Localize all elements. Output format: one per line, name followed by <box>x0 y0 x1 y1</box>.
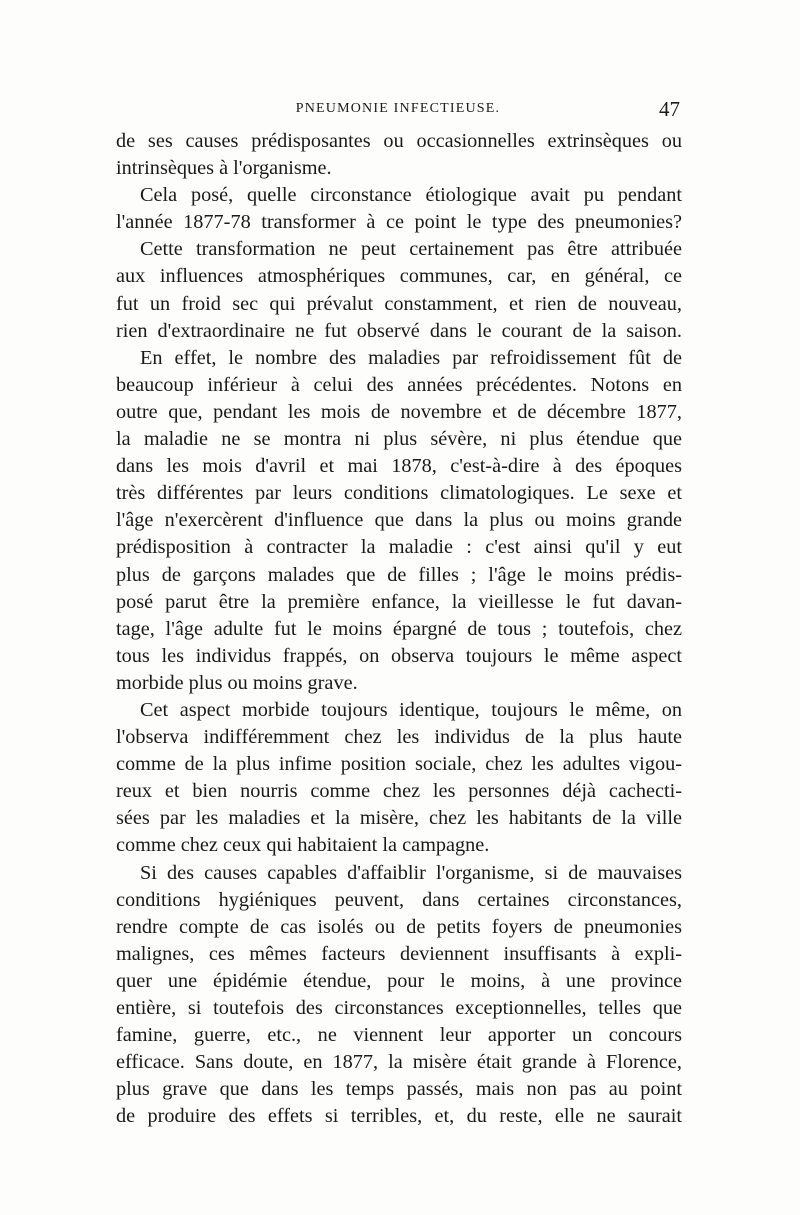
text-line: aux influences atmosphériques communes, car, en général, ce <box>116 265 682 288</box>
text-line: très différentes par leurs conditions climatologiques. Le sexe et <box>116 482 682 505</box>
text-line: reux et bien nourris comme chez les personnes déjà cachecti- <box>116 780 682 803</box>
text-line: Cet aspect morbide toujours identique, toujours le même, on <box>140 698 682 721</box>
text-line: morbide plus ou moins grave. <box>116 671 358 694</box>
text-line: famine, guerre, etc., ne viennent leur apporter un concours <box>116 1024 682 1047</box>
text-line: comme chez ceux qui habitaient la campagne. <box>116 834 490 857</box>
text-line: quer une épidémie étendue, pour le moins, à une province <box>116 969 682 992</box>
text-line: posé parut être la première enfance, la vieillesse le fut davan- <box>116 590 682 613</box>
text-line: intrinsèques à l'organisme. <box>116 157 332 180</box>
text-line: l'année 1877-78 transformer à ce point le type des pneumonies? <box>116 211 682 234</box>
text-line: rien d'extraordinaire ne fut observé dans le courant de la saison. <box>116 319 682 342</box>
text-line: tage, l'âge adulte fut le moins épargné de tous ; toutefois, chez <box>116 617 682 640</box>
text-line: la maladie ne se montra ni plus sévère, ni plus étendue que <box>116 428 682 451</box>
text-line: de ses causes prédisposantes ou occasionnelles extrinsèques ou <box>116 130 682 152</box>
text-line: conditions hygiéniques peuvent, dans certaines circonstances, <box>116 888 682 911</box>
text-line: plus de garçons malades que de filles ; l'âge le moins prédis- <box>116 563 682 586</box>
text-line: Si des causes capables d'affaiblir l'organisme, si de mauvaises <box>140 861 682 884</box>
text-line: prédisposition à contracter la maladie : c'est ainsi qu'il y eut <box>116 536 682 559</box>
running-title: PNEUMONIE INFECTIEUSE. <box>295 101 501 116</box>
text-line: malignes, ces mêmes facteurs deviennent insuffisants à expli- <box>116 942 682 965</box>
text-line: entière, si toutefois des circonstances exceptionnelles, telles que <box>116 997 682 1019</box>
text-line: Cette transformation ne peut certainement pas être attribuée <box>140 238 682 261</box>
text-line: fut un froid sec qui prévalut constamment, et rien de nouveau, <box>116 292 682 315</box>
text-line: l'observa indifféremment chez les individus de la plus haute <box>116 726 682 749</box>
text-line: outre que, pendant les mois de novembre et de décembre 1877, <box>116 400 682 423</box>
text-line: Cela posé, quelle circonstance étiologique avait pu pendant <box>140 184 682 207</box>
page-number: 47 <box>659 97 680 121</box>
text-line: sées par les maladies et la misère, chez les habitants de la ville <box>116 807 682 830</box>
running-head <box>116 97 680 121</box>
text-line: de produire des effets si terribles, et, du reste, elle ne saurait <box>116 1105 682 1128</box>
text-line: comme de la plus infime position sociale, chez les adultes vigou- <box>116 753 682 776</box>
text-line: beaucoup inférieur à celui des années précédentes. Notons en <box>116 373 682 396</box>
text-line: tous les individus frappés, on observa toujours le même aspect <box>116 644 682 667</box>
text-line: En effet, le nombre des maladies par refroidissement fût de <box>140 346 682 369</box>
text-line: efficace. Sans doute, en 1877, la misère était grande à Florence, <box>116 1051 682 1074</box>
text-line: plus grave que dans les temps passés, mais non pas au point <box>116 1078 682 1101</box>
text-line: l'âge n'exercèrent d'influence que dans la plus ou moins grande <box>116 509 682 532</box>
body-text <box>116 128 682 1130</box>
text-line: dans les mois d'avril et mai 1878, c'est-à-dire à des époques <box>116 455 682 478</box>
text-line: rendre compte de cas isolés ou de petits foyers de pneumonies <box>116 915 682 938</box>
